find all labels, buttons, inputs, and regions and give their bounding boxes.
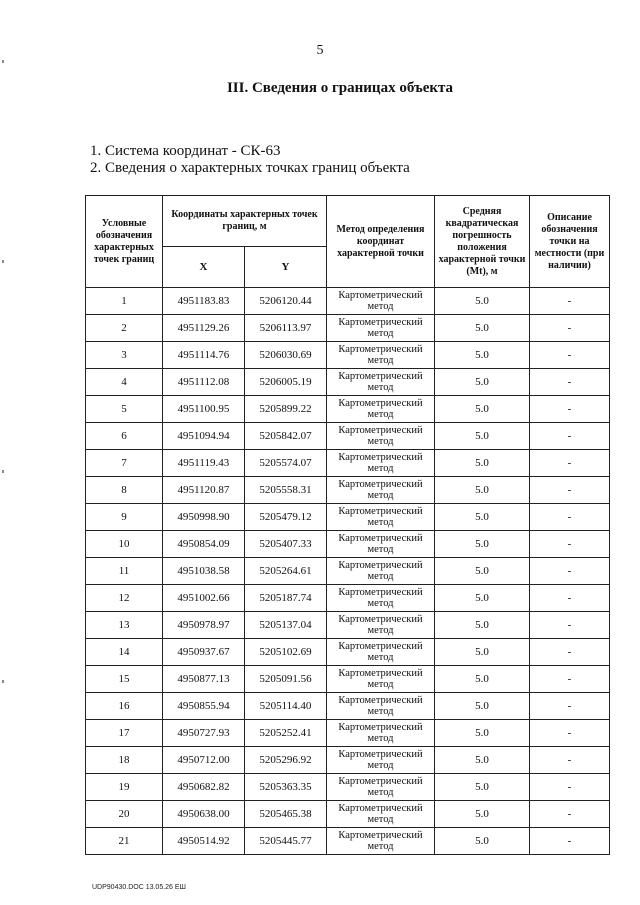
y-coordinate-cell: 5206005.19 <box>245 369 327 396</box>
accuracy-cell: 5.0 <box>435 720 530 747</box>
point-number-cell: 4 <box>86 369 163 396</box>
point-number-cell: 5 <box>86 396 163 423</box>
table-row <box>86 396 610 423</box>
table-row <box>86 585 610 612</box>
description-cell: - <box>530 342 610 369</box>
y-coordinate-cell: 5205407.33 <box>245 531 327 558</box>
point-number-cell: 10 <box>86 531 163 558</box>
header-coordinates: Координаты характерных точек границ, м <box>163 196 327 247</box>
description-cell: - <box>530 666 610 693</box>
table-row <box>86 423 610 450</box>
x-coordinate-cell: 4950712.00 <box>163 747 245 774</box>
header-accuracy: Средняя квадратическая погрешность положения характерной точки (Мt), м <box>435 196 530 288</box>
description-cell: - <box>530 477 610 504</box>
table-row <box>86 612 610 639</box>
table-row <box>86 720 610 747</box>
x-coordinate-cell: 4951100.95 <box>163 396 245 423</box>
table-row <box>86 558 610 585</box>
scan-edge-mark <box>2 680 4 683</box>
x-coordinate-cell: 4950855.94 <box>163 693 245 720</box>
coordinate-system-item: 1. Система координат - СК-63 <box>90 143 281 159</box>
y-coordinate-cell: 5206030.69 <box>245 342 327 369</box>
method-cell: Картометрический метод <box>327 423 435 450</box>
accuracy-cell: 5.0 <box>435 450 530 477</box>
x-coordinate-cell: 4950978.97 <box>163 612 245 639</box>
table-row <box>86 342 610 369</box>
table-row <box>86 801 610 828</box>
x-coordinate-cell: 4951120.87 <box>163 477 245 504</box>
point-number-cell: 16 <box>86 693 163 720</box>
accuracy-cell: 5.0 <box>435 288 530 315</box>
description-cell: - <box>530 747 610 774</box>
method-cell: Картометрический метод <box>327 477 435 504</box>
method-cell: Картометрический метод <box>327 693 435 720</box>
description-cell: - <box>530 369 610 396</box>
y-coordinate-cell: 5205479.12 <box>245 504 327 531</box>
y-coordinate-cell: 5206113.97 <box>245 315 327 342</box>
description-cell: - <box>530 693 610 720</box>
x-coordinate-cell: 4951183.83 <box>163 288 245 315</box>
description-cell: - <box>530 531 610 558</box>
table-row <box>86 639 610 666</box>
y-coordinate-cell: 5205187.74 <box>245 585 327 612</box>
table-row <box>86 288 610 315</box>
point-number-cell: 14 <box>86 639 163 666</box>
point-number-cell: 12 <box>86 585 163 612</box>
point-number-cell: 3 <box>86 342 163 369</box>
y-coordinate-cell: 5205445.77 <box>245 828 327 855</box>
description-cell: - <box>530 558 610 585</box>
accuracy-cell: 5.0 <box>435 774 530 801</box>
y-coordinate-cell: 5205558.31 <box>245 477 327 504</box>
x-coordinate-cell: 4950854.09 <box>163 531 245 558</box>
method-cell: Картометрический метод <box>327 288 435 315</box>
method-cell: Картометрический метод <box>327 639 435 666</box>
y-coordinate-cell: 5205102.69 <box>245 639 327 666</box>
description-cell: - <box>530 396 610 423</box>
description-cell: - <box>530 504 610 531</box>
y-coordinate-cell: 5205574.07 <box>245 450 327 477</box>
table-row <box>86 747 610 774</box>
x-coordinate-cell: 4951119.43 <box>163 450 245 477</box>
method-cell: Картометрический метод <box>327 315 435 342</box>
scan-edge-mark <box>2 470 4 473</box>
y-coordinate-cell: 5205114.40 <box>245 693 327 720</box>
accuracy-cell: 5.0 <box>435 747 530 774</box>
description-cell: - <box>530 585 610 612</box>
table-row <box>86 666 610 693</box>
description-cell: - <box>530 315 610 342</box>
point-number-cell: 1 <box>86 288 163 315</box>
table-row <box>86 531 610 558</box>
point-number-cell: 2 <box>86 315 163 342</box>
accuracy-cell: 5.0 <box>435 504 530 531</box>
y-coordinate-cell: 5205137.04 <box>245 612 327 639</box>
accuracy-cell: 5.0 <box>435 693 530 720</box>
method-cell: Картометрический метод <box>327 396 435 423</box>
scan-edge-mark <box>2 60 4 63</box>
table-row <box>86 504 610 531</box>
accuracy-cell: 5.0 <box>435 423 530 450</box>
description-cell: - <box>530 801 610 828</box>
x-coordinate-cell: 4951112.08 <box>163 369 245 396</box>
description-cell: - <box>530 423 610 450</box>
point-number-cell: 20 <box>86 801 163 828</box>
header-x: X <box>163 247 245 288</box>
accuracy-cell: 5.0 <box>435 531 530 558</box>
x-coordinate-cell: 4950998.90 <box>163 504 245 531</box>
accuracy-cell: 5.0 <box>435 612 530 639</box>
table-row <box>86 315 610 342</box>
point-number-cell: 18 <box>86 747 163 774</box>
point-number-cell: 15 <box>86 666 163 693</box>
accuracy-cell: 5.0 <box>435 828 530 855</box>
method-cell: Картометрический метод <box>327 585 435 612</box>
accuracy-cell: 5.0 <box>435 585 530 612</box>
accuracy-cell: 5.0 <box>435 666 530 693</box>
accuracy-cell: 5.0 <box>435 396 530 423</box>
table-row <box>86 369 610 396</box>
point-number-cell: 17 <box>86 720 163 747</box>
accuracy-cell: 5.0 <box>435 369 530 396</box>
description-cell: - <box>530 720 610 747</box>
x-coordinate-cell: 4951114.76 <box>163 342 245 369</box>
x-coordinate-cell: 4951129.26 <box>163 315 245 342</box>
method-cell: Картометрический метод <box>327 666 435 693</box>
x-coordinate-cell: 4951002.66 <box>163 585 245 612</box>
point-number-cell: 8 <box>86 477 163 504</box>
description-cell: - <box>530 774 610 801</box>
x-coordinate-cell: 4950877.13 <box>163 666 245 693</box>
header-designation: Условные обозначения характерных точек границ <box>86 196 163 288</box>
accuracy-cell: 5.0 <box>435 342 530 369</box>
x-coordinate-cell: 4950937.67 <box>163 639 245 666</box>
method-cell: Картометрический метод <box>327 531 435 558</box>
point-number-cell: 7 <box>86 450 163 477</box>
point-number-cell: 11 <box>86 558 163 585</box>
x-coordinate-cell: 4950727.93 <box>163 720 245 747</box>
method-cell: Картометрический метод <box>327 801 435 828</box>
page-number: 5 <box>316 43 324 58</box>
header-method: Метод определения координат характерной точки <box>327 196 435 288</box>
method-cell: Картометрический метод <box>327 720 435 747</box>
y-coordinate-cell: 5205363.35 <box>245 774 327 801</box>
x-coordinate-cell: 4950514.92 <box>163 828 245 855</box>
accuracy-cell: 5.0 <box>435 801 530 828</box>
table-row <box>86 828 610 855</box>
method-cell: Картометрический метод <box>327 612 435 639</box>
y-coordinate-cell: 5205264.61 <box>245 558 327 585</box>
boundary-points-table <box>85 195 610 855</box>
point-number-cell: 13 <box>86 612 163 639</box>
description-cell: - <box>530 612 610 639</box>
accuracy-cell: 5.0 <box>435 477 530 504</box>
method-cell: Картометрический метод <box>327 828 435 855</box>
description-cell: - <box>530 288 610 315</box>
y-coordinate-cell: 5205465.38 <box>245 801 327 828</box>
point-number-cell: 6 <box>86 423 163 450</box>
x-coordinate-cell: 4950638.00 <box>163 801 245 828</box>
method-cell: Картометрический метод <box>327 558 435 585</box>
scan-edge-mark <box>2 260 4 263</box>
method-cell: Картометрический метод <box>327 450 435 477</box>
accuracy-cell: 5.0 <box>435 558 530 585</box>
header-description: Описание обозначения точки на местности (при наличии) <box>530 196 610 288</box>
accuracy-cell: 5.0 <box>435 315 530 342</box>
x-coordinate-cell: 4951038.58 <box>163 558 245 585</box>
point-number-cell: 9 <box>86 504 163 531</box>
table-row <box>86 450 610 477</box>
table-row <box>86 693 610 720</box>
x-coordinate-cell: 4950682.82 <box>163 774 245 801</box>
x-coordinate-cell: 4951094.94 <box>163 423 245 450</box>
y-coordinate-cell: 5206120.44 <box>245 288 327 315</box>
y-coordinate-cell: 5205091.56 <box>245 666 327 693</box>
point-number-cell: 19 <box>86 774 163 801</box>
description-cell: - <box>530 639 610 666</box>
table-row <box>86 774 610 801</box>
points-info-item: 2. Сведения о характерных точках границ объекта <box>90 160 410 176</box>
document-footer: UDP90430.DOC 13.05.26 ЕШ <box>92 884 186 891</box>
table-body <box>86 288 610 855</box>
section-title: III. Сведения о границах объекта <box>226 80 454 96</box>
point-number-cell: 21 <box>86 828 163 855</box>
description-cell: - <box>530 828 610 855</box>
y-coordinate-cell: 5205842.07 <box>245 423 327 450</box>
method-cell: Картометрический метод <box>327 369 435 396</box>
y-coordinate-cell: 5205252.41 <box>245 720 327 747</box>
table-row <box>86 477 610 504</box>
method-cell: Картометрический метод <box>327 342 435 369</box>
y-coordinate-cell: 5205296.92 <box>245 747 327 774</box>
description-cell: - <box>530 450 610 477</box>
method-cell: Картометрический метод <box>327 774 435 801</box>
accuracy-cell: 5.0 <box>435 639 530 666</box>
method-cell: Картометрический метод <box>327 504 435 531</box>
header-y: Y <box>245 247 327 288</box>
y-coordinate-cell: 5205899.22 <box>245 396 327 423</box>
method-cell: Картометрический метод <box>327 747 435 774</box>
